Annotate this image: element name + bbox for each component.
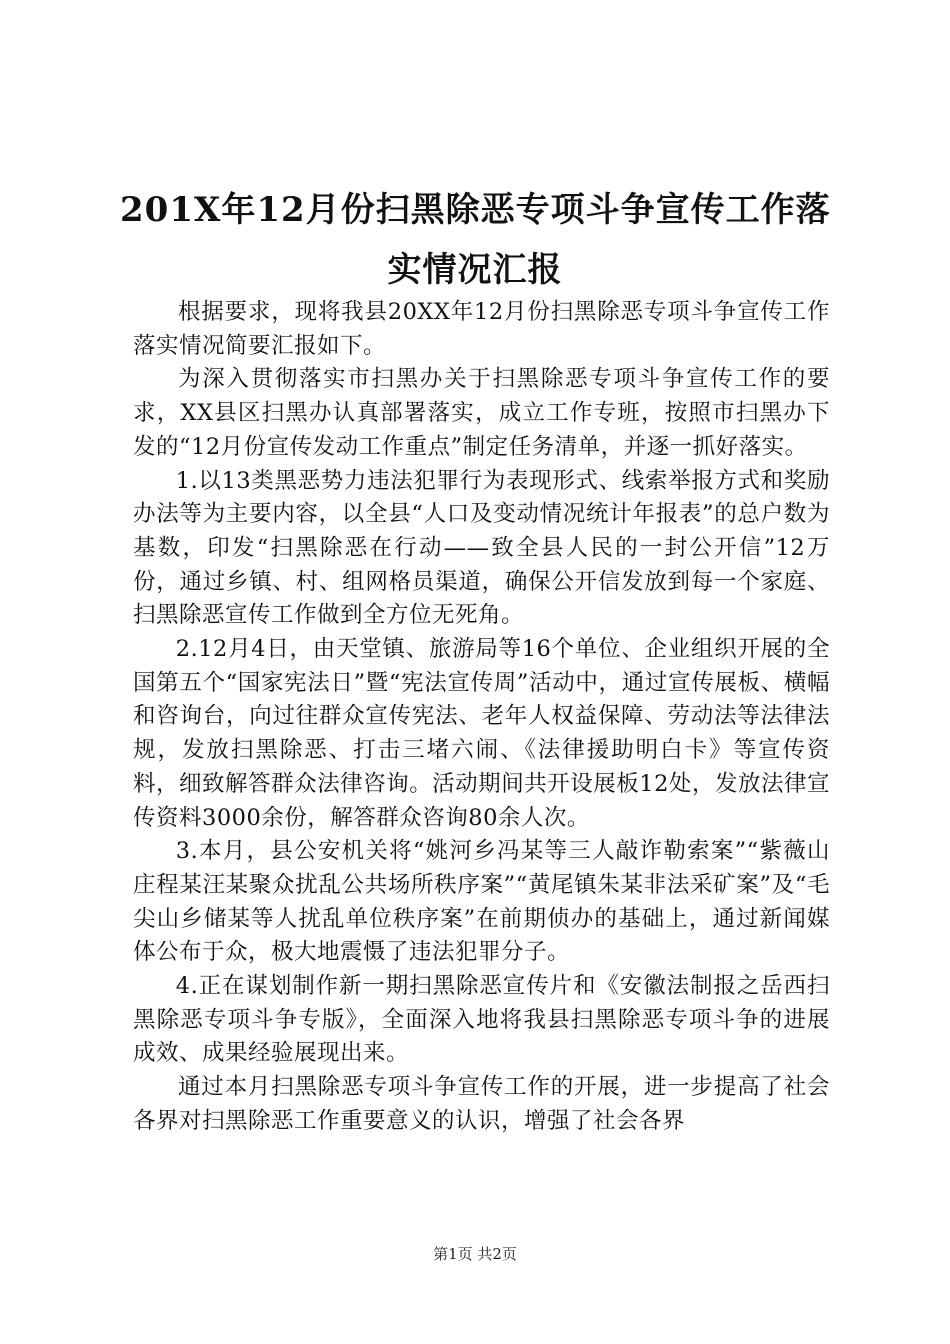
paragraph-item-4: 4.正在谋划制作新一期扫黑除恶宣传片和《安徽法制报之岳西扫黑除恶专项斗争专版》，全面深入地将我县扫黑除恶专项斗争的进展成效、成果经验展现出来。 — [133, 973, 830, 1067]
document-body — [133, 296, 830, 1139]
paragraph-intro: 根据要求，现将我县20XX年12月份扫黑除恶专项斗争宣传工作落实情况简要汇报如下。 — [133, 299, 830, 359]
paragraph-summary: 通过本月扫黑除恶专项斗争宣传工作的开展，进一步提高了社会各界对扫黑除恶工作重要意义的认识，增强了社会各界 — [133, 1074, 830, 1134]
paragraph-item-3: 3.本月，县公安机关将“姚河乡冯某等三人敲诈勒索案”“紫薇山庄程某汪某聚众扰乱公共场所秩序案”“黄尾镇朱某非法采矿案”及“毛尖山乡储某等人扰乱单位秩序案”在前期侦办的基础上，通过新闻媒体公布于众，极大地震慑了违法犯罪分子。 — [133, 838, 830, 966]
document-title-line-1: 201X年12月份扫黑除恶专项斗争宣传工作落 — [120, 190, 831, 230]
document-title-line-2: 实情况汇报 — [387, 250, 563, 290]
page-number-footer: 第1页 共2页 — [433, 1245, 517, 1263]
paragraph-item-1: 1.以13类黑恶势力违法犯罪行为表现形式、线索举报方式和奖励办法等为主要内容，以全县“人口及变动情况统计年报表”的总户数为基数，印发“扫黑除恶在行动——致全县人民的一封公开信”12万份，通过乡镇、村、组网格员渠道，确保公开信发放到每一个家庭、扫黑除恶宣传工作做到全方位无死角。 — [133, 467, 830, 629]
paragraph-overview: 为深入贯彻落实市扫黑办关于扫黑除恶专项斗争宣传工作的要求，XX县区扫黑办认真部署落实，成立工作专班，按照市扫黑办下发的“12月份宣传发动工作重点”制定任务清单，并逐一抓好落实。 — [133, 366, 830, 460]
paragraph-item-2: 2.12月4日，由天堂镇、旅游局等16个单位、企业组织开展的全国第五个“国家宪法日”暨“宪法宣传周”活动中，通过宣传展板、横幅和咨询台，向过往群众宣传宪法、老年人权益保障、劳动法等法律法规，发放扫黑除恶、打击三堵六闹、《法律援助明白卡》等宣传资料，细致解答群众法律咨询。活动期间共开设展板12处，发放法律宣传资料3000余份，解答群众咨询80余人次。 — [133, 636, 830, 831]
